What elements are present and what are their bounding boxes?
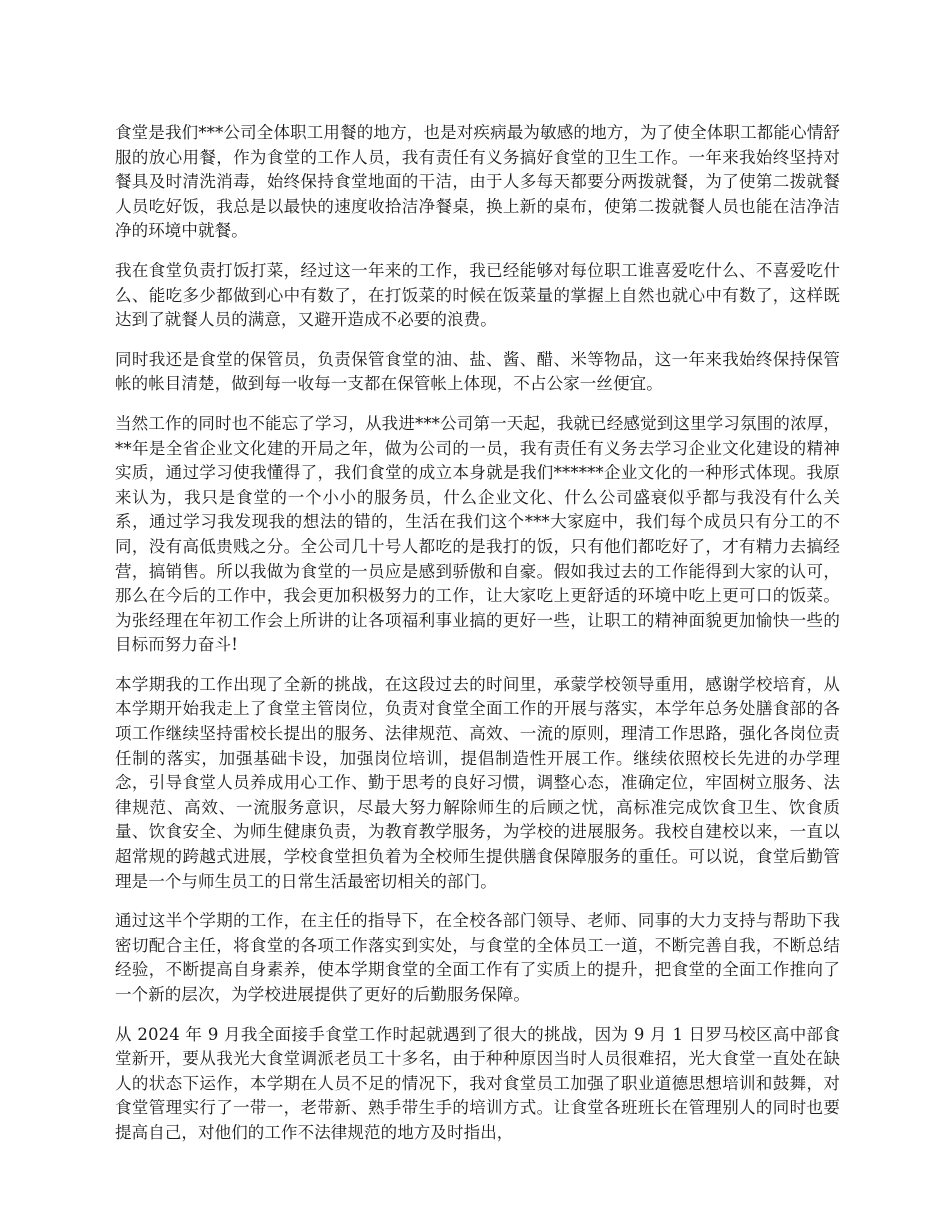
paragraph-5: 本学期我的工作出现了全新的挑战，在这段过去的时间里，承蒙学校领导重用，感谢学校培育，从本学期开始我走上了食堂主管岗位，负责对食堂全面工作的开展与落实，本学年总务处膳食部的各项工作继续坚持雷校长提出的服务、法律规范、高效、一流的原则，理清工作思路，强化各岗位责任制的落实，加强基础卡设，加强岗位培训，提倡制造性开展工作。继续依照校长先进的办学理念，引导食堂人员养成用心工作、勤于思考的良好习惯，调整心态，准确定位，牢固树立服务、法律规范、高效、一流服务意识，尽最大努力解除师生的后顾之忧，高标准完成饮食卫生、饮食质量、饮食安全、为师生健康负责，为教育教学服务，为学校的进展服务。我校自建校以来，一直以超常规的跨越式进展，学校食堂担负着为全校师生提供膳食保障服务的重任。可以说，食堂后勤管理是一个与师生员工的日常生活最密切相关的部门。	[115, 674, 840, 891]
paragraph-1: 食堂是我们***公司全体职工用餐的地方，也是对疾病最为敏感的地方，为了使全体职工都能心情舒服的放心用餐，作为食堂的工作人员，我有责任有义务搞好食堂的卫生工作。一年来我始终坚持对餐具及时清洗消毒，始终保持食堂地面的干洁，由于人多每天都要分两拨就餐，为了使第二拨就餐人员吃好饭，我总是以最快的速度收拾洁净餐桌，换上新的桌布，使第二拨就餐人员也能在洁净洁净的环境中就餐。	[115, 123, 840, 241]
paragraph-2: 我在食堂负责打饭打菜，经过这一年来的工作，我已经能够对每位职工谁喜爱吃什么、不喜爱吃什么、能吃多少都做到心中有数了，在打饭菜的时候在饭菜量的掌握上自然也就心中有数了，这样既达到了就餐人员的满意，又避开造成不必要的浪费。	[115, 260, 840, 330]
document-body	[115, 121, 840, 1161]
paragraph-3: 同时我还是食堂的保管员，负责保管食堂的油、盐、酱、醋、米等物品，这一年来我始终保持保管帐的帐目清楚，做到每一收每一支都在保管帐上体现，不占公家一丝便宜。	[115, 349, 840, 394]
paragraph-7: 从 2024 年 9 月我全面接手食堂工作时起就遇到了很大的挑战，因为 9 月 1 日罗马校区高中部食堂新开，要从我光大食堂调派老员工十多名，由于种种原因当时人员很难招，光大食堂一直处在缺人的状态下运作，本学期在人员不足的情况下，我对食堂员工加强了职业道德思想培训和鼓舞，对食堂管理实行了一带一，老带新、熟手带生手的培训方式。让食堂各班班长在管理别人的同时也要提高自己，对他们的工作不法律规范的地方及时指出，	[115, 1024, 840, 1142]
paragraph-6: 通过这半个学期的工作，在主任的指导下，在全校各部门领导、老师、同事的大力支持与帮助下我密切配合主任，将食堂的各项工作落实到实处，与食堂的全体员工一道，不断完善自我，不断总结经验，不断提高自身素养，使本学期食堂的全面工作有了实质上的提升，把食堂的全面工作推向了一个新的层次，为学校进展提供了更好的后勤服务保障。	[115, 911, 840, 1004]
paragraph-4: 当然工作的同时也不能忘了学习，从我进***公司第一天起，我就已经感觉到这里学习氛围的浓厚，**年是全省企业文化建的开局之年，做为公司的一员，我有责任有义务去学习企业文化建设的精神实质，通过学习使我懂得了，我们食堂的成立本身就是我们******企业文化的一种形式体现。我原来认为，我只是食堂的一个小小的服务员，什么企业文化、什么公司盛衰似乎都与我没有什么关系，通过学习我发现我的想法的错的，生活在我们这个***大家庭中，我们每个成员只有分工的不同，没有高低贵贱之分。全公司几十号人都吃的是我打的饭，只有他们都吃好了，才有精力去搞经营，搞销售。所以我做为食堂的一员应是感到骄傲和自豪。假如我过去的工作能得到大家的认可，那么在今后的工作中，我会更加积极努力的工作，让大家吃上更舒适的环境中吃上更可口的饭菜。为张经理在年初工作会上所讲的让各项福利事业搞的更好一些，让职工的精神面貌更加愉快一些的目标而努力奋斗!	[115, 413, 840, 655]
